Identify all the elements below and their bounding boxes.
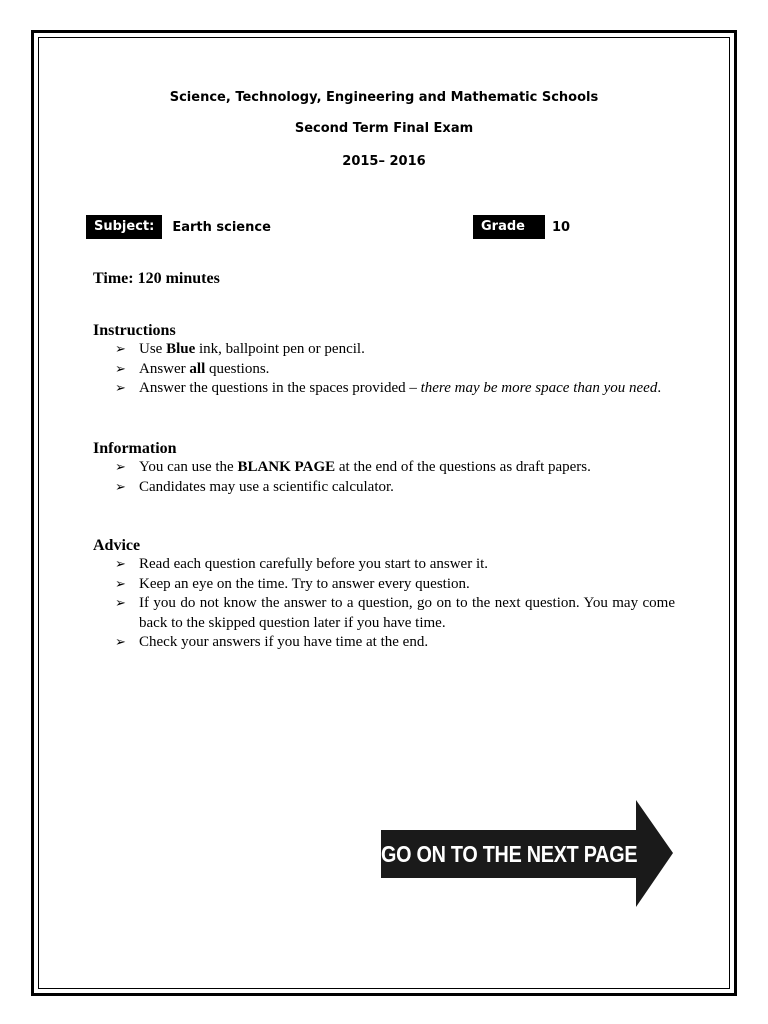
list-item: ➢ Use Blue ink, ballpoint pen or pencil. <box>93 340 675 360</box>
advice-heading: Advice <box>93 537 141 554</box>
arrow-bullet-icon: ➢ <box>115 342 126 357</box>
arrow-bullet-icon: ➢ <box>115 557 126 572</box>
information-heading: Information <box>93 440 177 457</box>
arrow-bullet-icon: ➢ <box>115 479 126 495</box>
advice-section <box>93 536 675 653</box>
arrow-bullet-icon: ➢ <box>115 596 126 611</box>
time-limit: Time: 120 minutes <box>93 270 220 287</box>
grade-row <box>473 215 570 239</box>
instructions-heading: Instructions <box>93 322 176 339</box>
school-name: Science, Technology, Engineering and Mathematic Schools <box>169 90 599 105</box>
instructions-section <box>93 321 675 399</box>
arrow-bullet-icon: ➢ <box>115 361 126 377</box>
list-item: ➢ You can use the BLANK PAGE at the end of the questions as draft papers. <box>93 458 675 478</box>
subject-value: Earth science <box>172 219 271 235</box>
list-item: ➢ If you do not know the answer to a question, go on to the next question. You may come back to the skipped question later if you have time. <box>115 595 675 631</box>
next-page-label: GO ON TO THE NEXT PAGE <box>381 841 638 867</box>
list-item: ➢ Candidates may use a scientific calculator. <box>93 478 675 498</box>
next-page-arrow <box>381 800 673 907</box>
list-item: ➢ Read each question carefully before you start to answer it. <box>93 555 675 575</box>
arrow-bullet-icon: ➢ <box>115 381 126 396</box>
arrow-bullet-icon: ➢ <box>115 460 126 475</box>
information-section <box>93 439 675 497</box>
list-item: ➢ Answer all questions. <box>93 360 675 380</box>
arrow-bullet-icon: ➢ <box>115 635 126 650</box>
arrow-bullet-icon: ➢ <box>115 576 126 592</box>
list-item: ➢ Answer the questions in the spaces provided – there may be more space than you need. <box>93 379 675 399</box>
list-item: ➢ Keep an eye on the time. Try to answer every question. <box>93 575 675 595</box>
exam-year: 2015– 2016 <box>342 154 426 169</box>
subject-row <box>86 215 271 239</box>
list-item: ➢ Check your answers if you have time at the end. <box>93 633 675 653</box>
grade-value: 10 <box>552 219 571 235</box>
exam-title: Second Term Final Exam <box>294 121 474 136</box>
grade-label: Grade <box>473 215 545 239</box>
subject-label: Subject: <box>86 215 162 239</box>
